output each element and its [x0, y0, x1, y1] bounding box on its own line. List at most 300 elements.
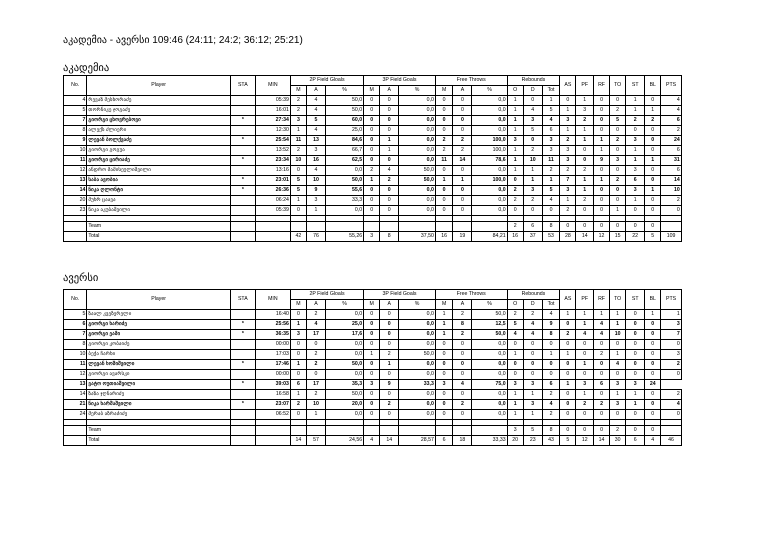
stat-cell: 0: [560, 370, 576, 380]
stat-cell: 1: [576, 310, 594, 320]
stat-cell: 1: [626, 146, 645, 156]
empty-cell: [255, 232, 290, 242]
stat-cell: 0: [435, 206, 453, 216]
stat-cell: 0: [380, 320, 399, 330]
starter-mark: *: [230, 360, 255, 370]
stat-cell: 0: [560, 410, 576, 420]
stat-cell: 50,0: [472, 330, 507, 340]
stat-cell: 0: [435, 370, 453, 380]
stat-cell: 4: [610, 360, 626, 370]
stat-cell: 42: [290, 232, 306, 242]
stat-cell: 0: [364, 400, 380, 410]
stat-cell: 2: [593, 350, 609, 360]
stat-cell: 0: [435, 186, 453, 196]
stat-cell: [364, 426, 380, 436]
stat-cell: 11: [435, 156, 453, 166]
stat-cell: 4: [364, 436, 380, 446]
stat-cell: 0: [523, 206, 542, 216]
stat-cell: 0,0: [399, 410, 436, 420]
stat-cell: 0,0: [326, 370, 364, 380]
stat-cell: 31: [661, 156, 681, 166]
stat-cell: 0,0: [472, 340, 507, 350]
stat-cell: 5: [306, 116, 325, 126]
stat-cell: 1: [290, 390, 306, 400]
stat-cell: 37,50: [399, 232, 436, 242]
starter-mark: [230, 206, 255, 216]
stat-cell: 0: [453, 166, 472, 176]
column-subheader: %: [472, 300, 507, 310]
stat-cell: 8: [542, 426, 560, 436]
stat-cell: 50,0: [399, 176, 436, 186]
stat-cell: 18: [453, 436, 472, 446]
column-header: Player: [87, 290, 230, 310]
column-header: PTS: [661, 290, 681, 310]
stat-cell: 1: [435, 330, 453, 340]
stat-cell: 1: [626, 400, 645, 410]
stat-cell: 0,0: [399, 116, 436, 126]
stat-cell: 3: [507, 380, 523, 390]
stat-cell: 0: [626, 206, 645, 216]
stat-cell: 0: [380, 206, 399, 216]
stat-cell: 8: [453, 320, 472, 330]
stat-cell: 3: [306, 196, 325, 206]
stat-cell: 25,0: [326, 126, 364, 136]
stat-cell: 1: [645, 106, 661, 116]
stat-cell: 0: [380, 330, 399, 340]
column-header: AS: [560, 76, 576, 96]
starter-mark: [230, 126, 255, 136]
stat-cell: 13: [306, 136, 325, 146]
stat-cell: 0: [593, 116, 609, 126]
header-row: [64, 290, 701, 300]
stat-cell: 1: [507, 96, 523, 106]
stat-cell: 3: [576, 380, 594, 390]
stat-cell: 50,0: [399, 166, 436, 176]
column-header: No.: [64, 290, 87, 310]
stat-cell: 0: [364, 196, 380, 206]
stat-cell: 1: [290, 196, 306, 206]
stat-cell: 0: [626, 360, 645, 370]
stat-cell: 0: [453, 370, 472, 380]
player-number: 21: [64, 400, 87, 410]
player-name: თორნიკე ჯოგაძე: [87, 106, 230, 116]
stat-cell: 0: [645, 340, 661, 350]
stat-cell: 0,0: [399, 126, 436, 136]
minutes: 39:03: [255, 380, 290, 390]
player-name: ზაალ კვეზერელი: [87, 310, 230, 320]
stat-cell: 2: [560, 206, 576, 216]
player-row: [64, 310, 701, 320]
player-row: [64, 166, 701, 176]
stat-cell: 0: [364, 156, 380, 166]
player-name: მერაბ აზრაძიძე: [87, 410, 230, 420]
column-subheader: M: [435, 300, 453, 310]
stat-cell: 1: [306, 410, 325, 420]
stat-cell: 2: [542, 390, 560, 400]
player-name: ზაზა ჯღნარიძე: [87, 390, 230, 400]
stat-cell: 6: [661, 146, 681, 156]
column-header: PTS: [661, 76, 681, 96]
stat-cell: 14: [661, 176, 681, 186]
stat-cell: 0: [626, 126, 645, 136]
stat-cell: 2: [576, 400, 594, 410]
stat-cell: 3: [661, 350, 681, 360]
stat-cell: 16: [306, 156, 325, 166]
team-label: Team: [87, 426, 230, 436]
stat-cell: 0: [645, 96, 661, 106]
stat-cell: 0: [364, 206, 380, 216]
stat-cell: 0: [453, 196, 472, 206]
stat-cell: 3: [507, 136, 523, 146]
stat-cell: 0: [435, 410, 453, 420]
stat-cell: 0,0: [472, 410, 507, 420]
player-name: ალექს ძლიერი: [87, 126, 230, 136]
stat-cell: 0: [435, 196, 453, 206]
stat-cell: 0: [290, 206, 306, 216]
stat-cell: 8: [542, 330, 560, 340]
stat-cell: 1: [523, 410, 542, 420]
stat-cell: 1: [507, 116, 523, 126]
stat-cell: 84,21: [472, 232, 507, 242]
stat-cell: 12: [576, 436, 594, 446]
column-header: Rebounds: [507, 76, 560, 86]
stat-cell: [364, 222, 380, 232]
stat-cell: 0: [380, 370, 399, 380]
stat-cell: 0: [364, 146, 380, 156]
starter-mark: [230, 390, 255, 400]
stat-cell: 0: [380, 410, 399, 420]
minutes: 16:01: [255, 106, 290, 116]
stat-cell: 1: [560, 126, 576, 136]
player-name: ლევან ბოლქვაძე: [87, 136, 230, 146]
stat-cell: 2: [523, 146, 542, 156]
column-header: 3P Field Goals: [364, 76, 436, 86]
stat-cell: 1: [542, 96, 560, 106]
stat-cell: 109: [661, 232, 681, 242]
stat-cell: 62,5: [326, 156, 364, 166]
player-number: 24: [64, 410, 87, 420]
stat-cell: 2: [576, 116, 594, 126]
stat-cell: 0: [593, 186, 609, 196]
stat-cell: 0,0: [399, 370, 436, 380]
player-number: 13: [64, 176, 87, 186]
stat-cell: 0: [290, 350, 306, 360]
stat-cell: 8: [542, 222, 560, 232]
team-label: Team: [87, 222, 230, 232]
stat-cell: 0: [290, 340, 306, 350]
player-row: [64, 196, 701, 206]
stat-cell: 0: [435, 400, 453, 410]
stat-cell: 0: [645, 126, 661, 136]
stat-cell: 0,0: [326, 310, 364, 320]
stat-cell: 33,33: [472, 436, 507, 446]
stat-cell: 0: [380, 186, 399, 196]
stat-cell: 3: [610, 400, 626, 410]
stat-cell: 0,0: [326, 350, 364, 360]
stat-cell: 2: [576, 196, 594, 206]
minutes: 23:07: [255, 400, 290, 410]
stat-cell: 0: [560, 360, 576, 370]
player-row: [64, 96, 701, 106]
player-name: გიორგი ცხოვრებოვი: [87, 116, 230, 126]
stat-cell: 4: [523, 320, 542, 330]
stat-cell: 0: [560, 96, 576, 106]
stat-cell: 10: [306, 176, 325, 186]
stat-cell: 3: [364, 380, 380, 390]
stat-cell: 4: [306, 96, 325, 106]
stat-cell: 1: [626, 196, 645, 206]
column-subheader: M: [364, 300, 380, 310]
minutes: 05:39: [255, 96, 290, 106]
stat-cell: [661, 222, 681, 232]
player-number: 5: [64, 106, 87, 116]
stat-cell: 50,0: [399, 350, 436, 360]
stat-cell: 1: [507, 146, 523, 156]
column-header: BL: [645, 76, 661, 96]
stat-cell: 2: [453, 136, 472, 146]
stat-cell: 3: [523, 380, 542, 390]
stat-cell: 0: [380, 310, 399, 320]
stat-cell: 53: [542, 232, 560, 242]
stat-cell: 0,0: [472, 196, 507, 206]
stat-cell: 1: [380, 136, 399, 146]
column-header: RF: [593, 290, 609, 310]
player-row: [64, 400, 701, 410]
stat-cell: 0: [542, 206, 560, 216]
stat-cell: 14: [593, 436, 609, 446]
minutes: 36:35: [255, 330, 290, 340]
stat-cell: 0: [560, 426, 576, 436]
stat-cell: 0: [626, 320, 645, 330]
stat-cell: 0: [380, 126, 399, 136]
empty-cell: [230, 436, 255, 446]
stat-cell: 2: [610, 176, 626, 186]
stat-cell: 1: [453, 176, 472, 186]
stat-cell: 0: [610, 222, 626, 232]
empty-cell: [255, 426, 290, 436]
player-row: [64, 186, 701, 196]
stat-cell: 2: [661, 126, 681, 136]
stat-cell: 1: [645, 156, 661, 166]
stat-cell: 11: [542, 156, 560, 166]
stat-cell: 0,0: [472, 106, 507, 116]
stat-cell: 0: [542, 340, 560, 350]
stat-cell: 6: [661, 116, 681, 126]
player-number: 14: [64, 186, 87, 196]
stat-cell: 1: [542, 176, 560, 186]
stat-cell: 0,0: [472, 116, 507, 126]
stat-cell: 3: [560, 146, 576, 156]
stat-cell: 0: [523, 96, 542, 106]
column-subheader: %: [399, 300, 436, 310]
starter-mark: *: [230, 136, 255, 146]
player-row: [64, 116, 701, 126]
stat-cell: 0: [576, 222, 594, 232]
stat-cell: 2: [453, 310, 472, 320]
stat-cell: 55,26: [326, 232, 364, 242]
stat-cell: 1: [507, 350, 523, 360]
stat-cell: 0: [645, 176, 661, 186]
starter-mark: [230, 310, 255, 320]
stat-cell: 1: [523, 390, 542, 400]
column-header: MIN: [255, 290, 290, 310]
stat-cell: 0: [626, 310, 645, 320]
player-name: რევაზ მესხორაძე: [87, 96, 230, 106]
stat-cell: 1: [290, 360, 306, 370]
stat-cell: 2: [290, 146, 306, 156]
stat-cell: [435, 222, 453, 232]
stat-cell: 76: [306, 232, 325, 242]
stat-cell: 3: [576, 106, 594, 116]
stat-cell: 14: [576, 232, 594, 242]
stat-cell: 1: [576, 176, 594, 186]
stat-cell: 0: [435, 340, 453, 350]
column-header: MIN: [255, 76, 290, 96]
stat-cell: 2: [507, 186, 523, 196]
stat-cell: 0: [645, 146, 661, 156]
stat-cell: [306, 426, 325, 436]
column-subheader: %: [472, 86, 507, 96]
stat-cell: 2: [306, 350, 325, 360]
total-label: Total: [87, 436, 230, 446]
stat-cell: 50,0: [326, 176, 364, 186]
stat-cell: 12: [593, 232, 609, 242]
stat-cell: 0,0: [326, 206, 364, 216]
stat-cell: 0: [645, 136, 661, 146]
stat-cell: 0,0: [399, 390, 436, 400]
player-number: 12: [64, 166, 87, 176]
stat-cell: 0: [576, 206, 594, 216]
stat-cell: 1: [560, 380, 576, 390]
stat-cell: 10: [610, 330, 626, 340]
stat-cell: 0: [306, 370, 325, 380]
stat-cell: 2: [661, 390, 681, 400]
stat-cell: 0: [523, 360, 542, 370]
player-number: 12: [64, 370, 87, 380]
team-row: [64, 222, 701, 232]
stat-cell: 10: [306, 400, 325, 410]
game-title: აკადემია - ავერსი 109:46 (24:11; 24:2; 36:12; 25:21): [63, 35, 303, 46]
stat-cell: 1: [306, 206, 325, 216]
stat-cell: 2: [593, 400, 609, 410]
stat-cell: 2: [542, 410, 560, 420]
stat-cell: 2: [435, 146, 453, 156]
starter-mark: *: [230, 400, 255, 410]
stat-cell: 0,0: [399, 400, 436, 410]
stat-cell: 0: [364, 106, 380, 116]
starter-mark: [230, 410, 255, 420]
player-name: ნიკა ღლონტი: [87, 186, 230, 196]
player-number: 14: [64, 390, 87, 400]
column-subheader: M: [290, 300, 306, 310]
stat-cell: 1: [610, 350, 626, 360]
stat-cell: 0: [380, 96, 399, 106]
player-row: [64, 206, 701, 216]
stat-cell: 9: [380, 380, 399, 390]
stat-cell: 0: [380, 340, 399, 350]
empty-cell: [64, 436, 87, 446]
stat-cell: [306, 222, 325, 232]
stat-cell: 5: [290, 176, 306, 186]
stat-cell: 0: [306, 340, 325, 350]
total-label: Total: [87, 232, 230, 242]
stat-cell: 0: [610, 186, 626, 196]
stat-cell: 2: [453, 146, 472, 156]
player-row: [64, 360, 701, 370]
column-subheader: %: [326, 86, 364, 96]
stat-cell: 3: [523, 400, 542, 410]
stat-cell: 3: [661, 320, 681, 330]
stat-cell: 10: [290, 156, 306, 166]
stat-cell: 22: [626, 232, 645, 242]
player-name: ნიკა ხარშაშვილი: [87, 400, 230, 410]
player-row: [64, 390, 701, 400]
stat-cell: 2: [576, 166, 594, 176]
stat-cell: [380, 426, 399, 436]
stat-cell: 2: [306, 310, 325, 320]
stat-cell: 0,0: [472, 390, 507, 400]
stat-cell: 0: [290, 166, 306, 176]
stat-cell: 0: [576, 350, 594, 360]
stat-cell: 0: [364, 126, 380, 136]
stat-cell: 0: [645, 400, 661, 410]
stat-cell: 1: [560, 350, 576, 360]
stat-cell: 28: [560, 232, 576, 242]
stat-cell: 0: [507, 176, 523, 186]
stat-cell: 17: [306, 330, 325, 340]
column-header: Rebounds: [507, 290, 560, 300]
stat-cell: 0: [453, 96, 472, 106]
stat-cell: 1: [576, 96, 594, 106]
stat-cell: 3: [626, 136, 645, 146]
stat-cell: 17: [306, 380, 325, 390]
stat-cell: 0: [645, 426, 661, 436]
stat-cell: 1: [576, 320, 594, 330]
player-name: გიორგი ცირიაძე: [87, 156, 230, 166]
stat-cell: 1: [560, 196, 576, 206]
stat-cell: 1: [626, 390, 645, 400]
stat-cell: 2: [380, 176, 399, 186]
stat-cell: 2: [610, 426, 626, 436]
column-subheader: O: [507, 300, 523, 310]
stat-cell: 25,0: [326, 320, 364, 330]
starter-mark: [230, 96, 255, 106]
stat-cell: 2: [507, 196, 523, 206]
empty-cell: [230, 426, 255, 436]
column-header: Free Throws: [435, 290, 507, 300]
column-subheader: O: [507, 86, 523, 96]
column-header: PF: [576, 290, 594, 310]
column-header: PF: [576, 76, 594, 96]
stat-cell: 78,6: [472, 156, 507, 166]
stat-cell: 0: [626, 426, 645, 436]
minutes: 26:36: [255, 186, 290, 196]
stat-cell: 6: [542, 126, 560, 136]
stat-cell: 4: [306, 106, 325, 116]
stat-cell: 0,0: [399, 330, 436, 340]
stat-cell: 23: [523, 436, 542, 446]
stat-cell: 0: [610, 126, 626, 136]
stat-cell: 0: [507, 340, 523, 350]
stat-cell: 1: [290, 320, 306, 330]
stat-cell: 3: [290, 330, 306, 340]
stat-cell: 0: [435, 116, 453, 126]
stat-cell: 6: [290, 380, 306, 390]
minutes: 23:01: [255, 176, 290, 186]
stat-cell: 1: [435, 176, 453, 186]
player-name: ლევან ხოშიშვილი: [87, 360, 230, 370]
stat-cell: 9: [593, 156, 609, 166]
